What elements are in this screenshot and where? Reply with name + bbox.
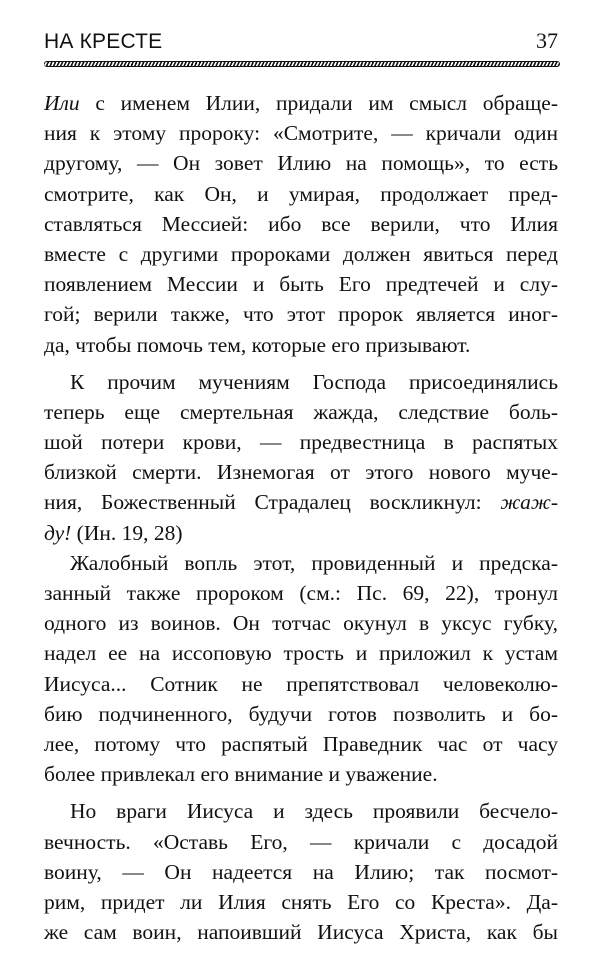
- running-header: [44, 22, 558, 54]
- text-line: ставляться Мессией: ибо все верили, что Илия: [44, 211, 558, 236]
- text-line: бию подчиненного, будучи готов позволить и бо-: [44, 701, 558, 726]
- paragraph-gap: [44, 360, 558, 367]
- italic-text: жаж-: [500, 490, 558, 515]
- text-line: вечность. «Оставь Его, — кричали с досадой: [44, 829, 558, 854]
- text-line: шой потери крови, — предвестница в распятых: [44, 430, 558, 455]
- text-line: теперь еще смертельная жажда, следствие боль-: [44, 399, 558, 424]
- text-line: Но враги Иисуса и здесь проявили бесчело-: [70, 799, 558, 824]
- text-line: более привлекал его внимание и уважение.: [44, 762, 438, 787]
- italic-text: ду!: [44, 520, 72, 545]
- paragraph: [44, 367, 558, 548]
- body-text: [44, 88, 558, 947]
- italic-text: Или: [44, 91, 80, 115]
- paragraph-gap: [44, 789, 558, 796]
- text-line: Или с именем Илии, придали им смысл обраще-: [44, 91, 558, 115]
- text-line: одного из воинов. Он тотчас окунул в уксус губку,: [44, 611, 558, 636]
- text-line: же сам воин, напоивший Иисуса Христа, как бы: [44, 920, 558, 945]
- text-line: занный также пророком (см.: Пс. 69, 22), тронул: [44, 581, 558, 605]
- text-line: Жалобный вопль этот, провиденный и предска-: [70, 550, 558, 575]
- text-line: гой; верили также, что этот пророк является иног-: [44, 302, 558, 327]
- paragraph: [44, 796, 558, 947]
- text-line: ния к этому пророку: «Смотрите, — кричали один: [44, 121, 558, 146]
- text-line: надел ее на иссоповую трость и приложил к устам: [44, 641, 558, 666]
- paragraph: [44, 548, 558, 790]
- text-line: К прочим мучениям Господа присоединялись: [70, 369, 558, 394]
- text-line: смотрите, как Он, и умирая, продолжает пред-: [44, 181, 558, 206]
- text-line: воину, — Он надеется на Илию; так посмот-: [44, 859, 558, 884]
- text-line: близкой смерти. Изнемогая от этого нового муче-: [44, 460, 558, 485]
- decorative-rope-rule: [44, 61, 560, 67]
- text-line: вместе с другими пророками должен явиться перед: [44, 241, 558, 266]
- text-line: да, чтобы помочь тем, которые его призывают.: [44, 332, 471, 357]
- text-line: другому, — Он зовет Илию на помощь», то есть: [44, 151, 558, 176]
- text-line: рим, придет ли Илия снять Его со Креста». Да-: [44, 889, 558, 914]
- page-number: 37: [536, 28, 558, 53]
- text-line: ду! (Ин. 19, 28): [44, 520, 183, 545]
- text-line: Иисуса... Сотник не препятствовал человеколю-: [44, 671, 558, 696]
- paragraph: [44, 88, 558, 360]
- running-title: НА КРЕСТЕ: [44, 30, 163, 53]
- text-line: лее, потому что распятый Праведник час от часу: [44, 731, 558, 756]
- text-line: появлением Мессии и быть Его предтечей и слу-: [44, 272, 558, 297]
- text-line: ния, Божественный Страдалец воскликнул: жаж-: [44, 490, 558, 515]
